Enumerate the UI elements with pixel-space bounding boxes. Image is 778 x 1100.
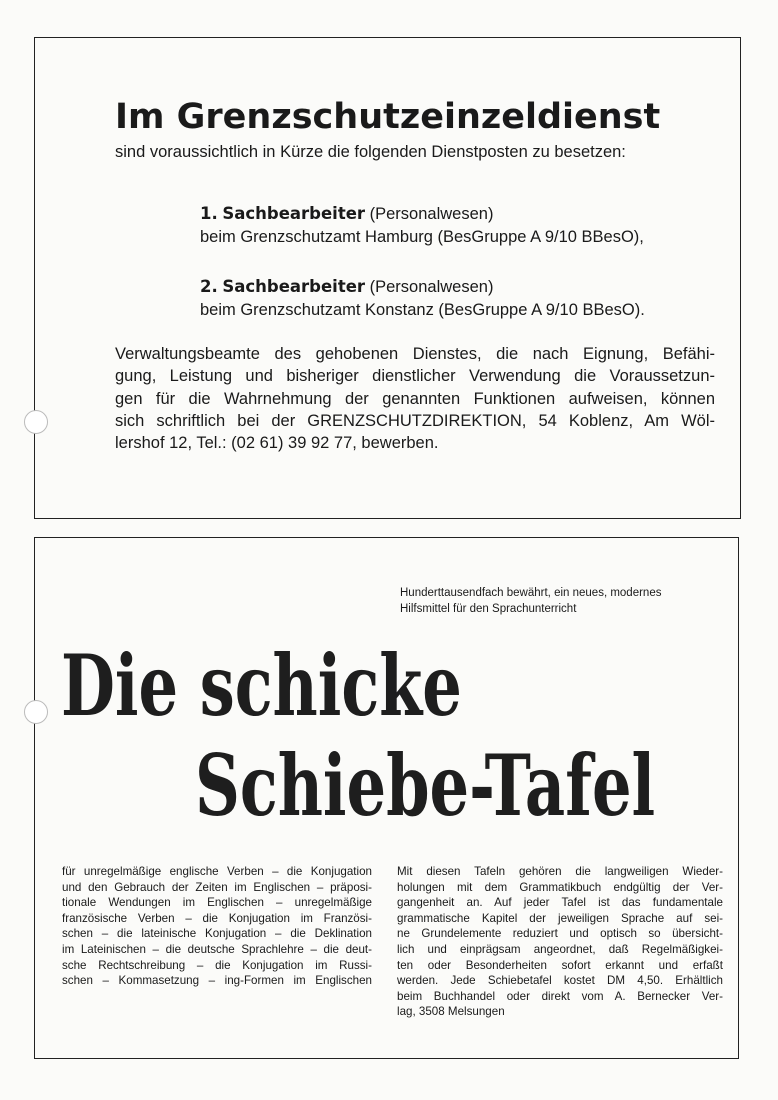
position-location: beim Grenzschutzamt Hamburg (BesGruppe A 9/10 BBesO), [200, 228, 644, 246]
position-location: beim Grenzschutzamt Konstanz (BesGruppe A 9/10 BBesO). [200, 301, 645, 319]
text-line: Hunderttausendfach bewährt, ein neues, modernes [400, 587, 662, 599]
position-number: 1. [200, 204, 218, 223]
text-line: werden. Jede Schiebetafel kostet DM 4,50. Erhältlich [397, 974, 723, 988]
position-2 [200, 275, 720, 322]
position-1 [200, 202, 720, 249]
text-line: für unregelmäßige englische Verben – die Konjugation [62, 865, 372, 878]
ad-subtitle: sind voraussichtlich in Kürze die folgenden Dienstposten zu besetzen: [115, 143, 626, 161]
text-line: schen – Kommasetzung – ing-Formen im Englischen [62, 974, 372, 988]
text-line: grammatische Kapitel der jeweiligen Sprache auf sei- [397, 911, 723, 925]
text-line: beim Buchhandel oder direkt vom A. Bernecker Ver- [397, 989, 723, 1003]
text-line: Mit diesen Tafeln gehören die langweiligen Wieder- [397, 865, 723, 878]
position-number: 2. [200, 277, 218, 296]
text-line: lich und einprägsam angeordnet, daß Regelmäßigkei- [397, 942, 723, 956]
text-line: holungen mit dem Grammatikbuch endgültig der Ver- [397, 880, 723, 894]
text-line: gangenheit an. Auf jeder Tafel ist das fundamentale [397, 896, 723, 910]
punch-hole [24, 410, 48, 434]
text-line: ne Grundelemente reduziert und optisch so übersicht- [397, 927, 723, 941]
headline-line-1: Die schicke [61, 636, 462, 735]
text-line: schen – die lateinische Konjugation – die Deklination [62, 927, 372, 941]
position-dept: (Personalwesen) [365, 205, 494, 223]
product-advertisement [34, 537, 739, 1059]
ad-title: Im Grenzschutzeinzeldienst [115, 97, 661, 137]
text-line: und den Gebrauch der Zeiten im Englischen – präposi- [62, 880, 372, 894]
text-line: lershof 12, Tel.: (02 61) 39 92 77, bewerben. [115, 434, 439, 453]
application-paragraph [115, 343, 715, 454]
position-role: Sachbearbeiter [222, 204, 366, 223]
text-line: gung, Leistung und bisheriger dienstlicher Verwendung die Voraussetzun- [115, 367, 715, 386]
text-line: Hilfsmittel für den Sprachunterricht [400, 603, 577, 615]
headline-line-2: Schiebe-Tafel [195, 736, 656, 835]
punch-hole [24, 700, 48, 724]
text-line: gen für die Wahrnehmung der genannten Funktionen aufweisen, können [115, 389, 715, 408]
job-advertisement [34, 37, 741, 519]
text-line: tionale Wendungen im Englischen – unregelmäßige [62, 896, 372, 910]
right-column [397, 864, 723, 1020]
position-role: Sachbearbeiter [222, 277, 366, 296]
text-line: sche Rechtschreibung – die Konjugation im Russi- [62, 958, 372, 972]
text-line: Verwaltungsbeamte des gehobenen Dienstes, die nach Eignung, Befähi- [115, 345, 715, 363]
position-dept: (Personalwesen) [365, 278, 494, 296]
text-line: französische Verben – die Konjugation im Französi- [62, 911, 372, 925]
text-line: im Lateinischen – die deutsche Sprachlehre – die deut- [62, 942, 372, 956]
intro-text [400, 585, 730, 617]
text-line: sich schriftlich bei der GRENZSCHUTZDIREKTION, 54 Koblenz, Am Wöl- [115, 411, 715, 430]
text-line: lag, 3508 Melsungen [397, 1005, 505, 1019]
left-column [62, 864, 372, 989]
text-line: ten oder Besonderheiten sofort erkannt und erfaßt [397, 958, 723, 972]
